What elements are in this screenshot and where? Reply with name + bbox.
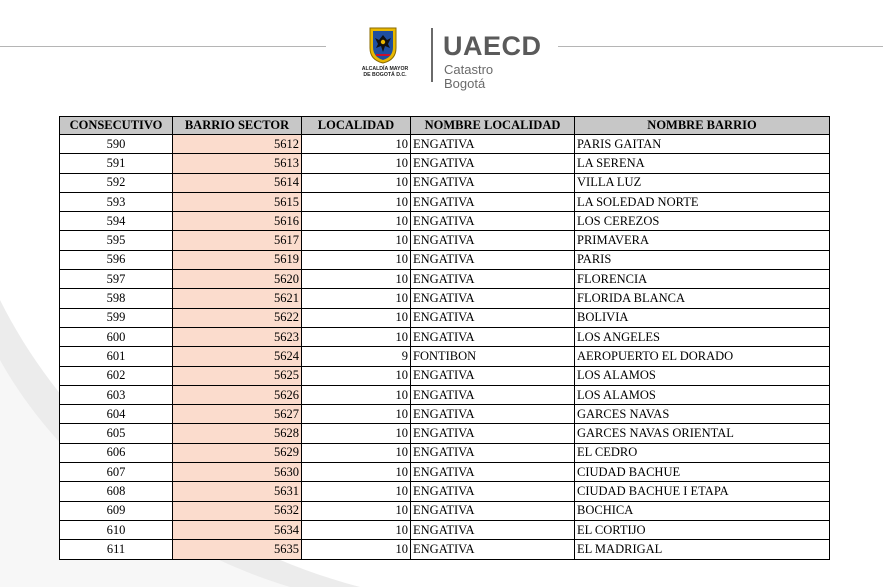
table-row xyxy=(60,173,830,192)
cell-nombre-barrio: AEROPUERTO EL DORADO xyxy=(575,347,830,366)
cell-localidad: 10 xyxy=(302,443,411,462)
cell-nombre-localidad: ENGATIVA xyxy=(411,327,575,346)
table-row xyxy=(60,540,830,559)
cell-nombre-barrio: FLORENCIA xyxy=(575,270,830,289)
table-row xyxy=(60,501,830,520)
cell-nombre-localidad: ENGATIVA xyxy=(411,289,575,308)
column-header-barrio-sector: BARRIO SECTOR xyxy=(173,117,302,135)
cell-barrio-sector: 5624 xyxy=(173,347,302,366)
cell-consecutivo: 592 xyxy=(60,173,173,192)
cell-barrio-sector: 5629 xyxy=(173,443,302,462)
cell-localidad: 10 xyxy=(302,463,411,482)
cell-nombre-localidad: ENGATIVA xyxy=(411,192,575,211)
cell-nombre-barrio: CIUDAD BACHUE xyxy=(575,463,830,482)
cell-barrio-sector: 5622 xyxy=(173,308,302,327)
cell-nombre-localidad: ENGATIVA xyxy=(411,424,575,443)
cell-nombre-localidad: ENGATIVA xyxy=(411,520,575,539)
cell-nombre-localidad: ENGATIVA xyxy=(411,463,575,482)
cell-localidad: 10 xyxy=(302,135,411,154)
cell-localidad: 10 xyxy=(302,289,411,308)
cell-localidad: 10 xyxy=(302,154,411,173)
cell-consecutivo: 593 xyxy=(60,192,173,211)
cell-nombre-barrio: EL CORTIJO xyxy=(575,520,830,539)
table-header-row xyxy=(60,117,830,135)
table-row xyxy=(60,443,830,462)
table-row xyxy=(60,520,830,539)
cell-consecutivo: 596 xyxy=(60,250,173,269)
table-row xyxy=(60,327,830,346)
cell-nombre-barrio: CIUDAD BACHUE I ETAPA xyxy=(575,482,830,501)
cell-localidad: 10 xyxy=(302,250,411,269)
cell-nombre-barrio: LOS CEREZOS xyxy=(575,212,830,231)
cell-consecutivo: 598 xyxy=(60,289,173,308)
cell-localidad: 9 xyxy=(302,347,411,366)
bogota-crest-icon xyxy=(368,26,398,64)
table-body xyxy=(60,135,830,560)
header-rule-right xyxy=(558,46,883,47)
cell-consecutivo: 609 xyxy=(60,501,173,520)
cell-nombre-barrio: EL MADRIGAL xyxy=(575,540,830,559)
header-logo xyxy=(356,26,542,91)
cell-consecutivo: 605 xyxy=(60,424,173,443)
cell-nombre-barrio: LOS ALAMOS xyxy=(575,366,830,385)
cell-localidad: 10 xyxy=(302,501,411,520)
cell-barrio-sector: 5634 xyxy=(173,520,302,539)
header-rule-left xyxy=(0,46,326,47)
table-row xyxy=(60,192,830,211)
table-row xyxy=(60,424,830,443)
cell-nombre-localidad: ENGATIVA xyxy=(411,540,575,559)
cell-barrio-sector: 5623 xyxy=(173,327,302,346)
cell-barrio-sector: 5617 xyxy=(173,231,302,250)
table-row xyxy=(60,405,830,424)
logo-divider xyxy=(431,28,433,82)
table-row xyxy=(60,154,830,173)
cell-barrio-sector: 5626 xyxy=(173,385,302,404)
cell-consecutivo: 599 xyxy=(60,308,173,327)
table-row xyxy=(60,482,830,501)
cell-localidad: 10 xyxy=(302,405,411,424)
cell-nombre-barrio: LOS ALAMOS xyxy=(575,385,830,404)
cell-nombre-localidad: ENGATIVA xyxy=(411,405,575,424)
cell-nombre-barrio: LA SOLEDAD NORTE xyxy=(575,192,830,211)
cell-nombre-localidad: ENGATIVA xyxy=(411,231,575,250)
cell-consecutivo: 602 xyxy=(60,366,173,385)
cell-nombre-localidad: ENGATIVA xyxy=(411,385,575,404)
column-header-localidad: LOCALIDAD xyxy=(302,117,411,135)
table-row xyxy=(60,270,830,289)
cell-nombre-localidad: ENGATIVA xyxy=(411,308,575,327)
table-row xyxy=(60,289,830,308)
cell-barrio-sector: 5620 xyxy=(173,270,302,289)
cell-nombre-localidad: ENGATIVA xyxy=(411,501,575,520)
cell-nombre-barrio: PARIS xyxy=(575,250,830,269)
cell-nombre-barrio: BOCHICA xyxy=(575,501,830,520)
cell-consecutivo: 603 xyxy=(60,385,173,404)
cell-consecutivo: 608 xyxy=(60,482,173,501)
cell-nombre-barrio: EL CEDRO xyxy=(575,443,830,462)
cell-consecutivo: 594 xyxy=(60,212,173,231)
cell-barrio-sector: 5628 xyxy=(173,424,302,443)
table-row xyxy=(60,135,830,154)
cell-barrio-sector: 5613 xyxy=(173,154,302,173)
cell-barrio-sector: 5621 xyxy=(173,289,302,308)
table-row xyxy=(60,385,830,404)
cell-consecutivo: 597 xyxy=(60,270,173,289)
cell-nombre-localidad: ENGATIVA xyxy=(411,443,575,462)
cell-consecutivo: 610 xyxy=(60,520,173,539)
cell-consecutivo: 607 xyxy=(60,463,173,482)
cell-localidad: 10 xyxy=(302,424,411,443)
cell-consecutivo: 595 xyxy=(60,231,173,250)
column-header-nombre-barrio: NOMBRE BARRIO xyxy=(575,117,830,135)
cell-localidad: 10 xyxy=(302,327,411,346)
cell-nombre-localidad: ENGATIVA xyxy=(411,135,575,154)
brand-name: UAECD xyxy=(443,31,542,61)
cell-localidad: 10 xyxy=(302,231,411,250)
cell-nombre-localidad: ENGATIVA xyxy=(411,212,575,231)
cell-consecutivo: 600 xyxy=(60,327,173,346)
cell-localidad: 10 xyxy=(302,192,411,211)
column-header-consecutivo: CONSECUTIVO xyxy=(60,117,173,135)
cell-nombre-barrio: VILLA LUZ xyxy=(575,173,830,192)
alcaldia-label: ALCALDÍA MAYOR DE BOGOTÁ D.C. xyxy=(361,66,409,78)
table-row xyxy=(60,231,830,250)
barrios-table xyxy=(59,116,830,560)
cell-nombre-barrio: GARCES NAVAS xyxy=(575,405,830,424)
cell-nombre-barrio: GARCES NAVAS ORIENTAL xyxy=(575,424,830,443)
cell-localidad: 10 xyxy=(302,173,411,192)
table-row xyxy=(60,308,830,327)
cell-nombre-localidad: ENGATIVA xyxy=(411,270,575,289)
cell-localidad: 10 xyxy=(302,385,411,404)
column-header-nombre-localidad: NOMBRE LOCALIDAD xyxy=(411,117,575,135)
cell-localidad: 10 xyxy=(302,520,411,539)
cell-localidad: 10 xyxy=(302,540,411,559)
cell-consecutivo: 606 xyxy=(60,443,173,462)
cell-barrio-sector: 5614 xyxy=(173,173,302,192)
cell-nombre-localidad: ENGATIVA xyxy=(411,482,575,501)
cell-nombre-localidad: ENGATIVA xyxy=(411,154,575,173)
cell-localidad: 10 xyxy=(302,482,411,501)
cell-localidad: 10 xyxy=(302,366,411,385)
cell-consecutivo: 601 xyxy=(60,347,173,366)
table-row xyxy=(60,250,830,269)
cell-barrio-sector: 5612 xyxy=(173,135,302,154)
cell-barrio-sector: 5625 xyxy=(173,366,302,385)
cell-localidad: 10 xyxy=(302,212,411,231)
cell-barrio-sector: 5632 xyxy=(173,501,302,520)
cell-barrio-sector: 5635 xyxy=(173,540,302,559)
table-row xyxy=(60,212,830,231)
cell-barrio-sector: 5630 xyxy=(173,463,302,482)
cell-consecutivo: 604 xyxy=(60,405,173,424)
table-row xyxy=(60,366,830,385)
cell-barrio-sector: 5627 xyxy=(173,405,302,424)
cell-nombre-localidad: ENGATIVA xyxy=(411,173,575,192)
cell-nombre-localidad: ENGATIVA xyxy=(411,250,575,269)
cell-nombre-barrio: PARIS GAITAN xyxy=(575,135,830,154)
cell-nombre-barrio: LOS ANGELES xyxy=(575,327,830,346)
table-row xyxy=(60,347,830,366)
cell-nombre-barrio: PRIMAVERA xyxy=(575,231,830,250)
cell-barrio-sector: 5615 xyxy=(173,192,302,211)
cell-nombre-localidad: FONTIBON xyxy=(411,347,575,366)
cell-nombre-barrio: FLORIDA BLANCA xyxy=(575,289,830,308)
cell-nombre-barrio: BOLIVIA xyxy=(575,308,830,327)
cell-consecutivo: 591 xyxy=(60,154,173,173)
cell-localidad: 10 xyxy=(302,270,411,289)
cell-localidad: 10 xyxy=(302,308,411,327)
cell-barrio-sector: 5619 xyxy=(173,250,302,269)
cell-consecutivo: 611 xyxy=(60,540,173,559)
cell-nombre-localidad: ENGATIVA xyxy=(411,366,575,385)
cell-consecutivo: 590 xyxy=(60,135,173,154)
brand-subtitle: Catastro Bogotá xyxy=(444,62,494,91)
cell-barrio-sector: 5616 xyxy=(173,212,302,231)
cell-barrio-sector: 5631 xyxy=(173,482,302,501)
table-row xyxy=(60,463,830,482)
cell-nombre-barrio: LA SERENA xyxy=(575,154,830,173)
